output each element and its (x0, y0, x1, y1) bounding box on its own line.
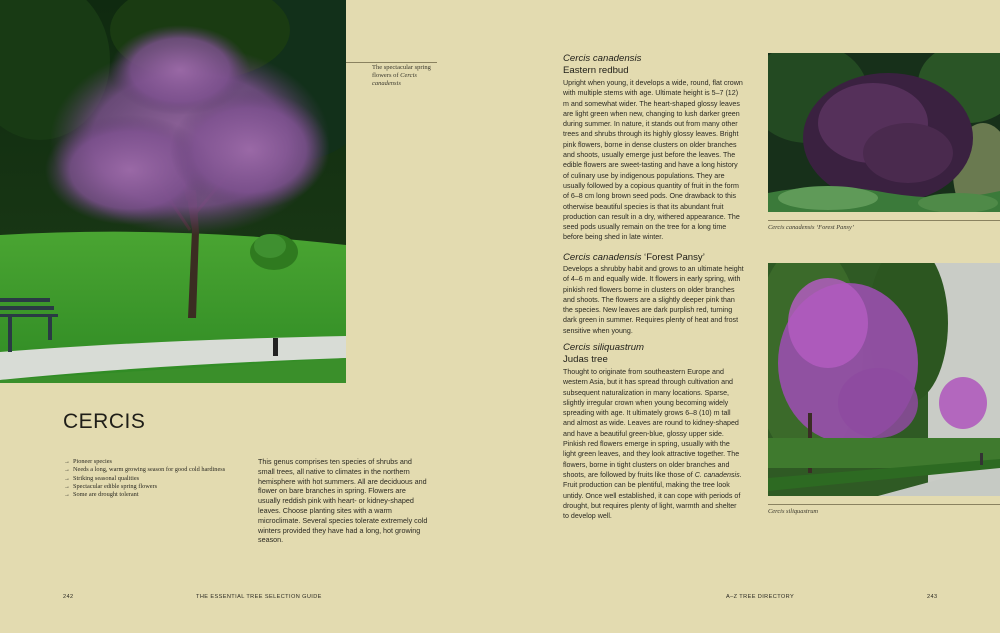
caption-rule (768, 220, 1000, 221)
genus-title: CERCIS (63, 410, 146, 433)
species-common-name: Eastern redbud (563, 65, 629, 76)
caption-species: Cercis canadensis (372, 72, 417, 87)
caption-rule (768, 504, 1000, 505)
species-latin-name: Cercis canadensis (563, 252, 642, 263)
photo-caption (372, 64, 446, 88)
feature-text: Needs a long, warm growing season for good cold hardiness (73, 466, 226, 474)
photo-redbud-park (0, 0, 346, 383)
photo-judas-tree (768, 263, 1000, 496)
photo-forest-pansy (768, 53, 1000, 212)
species-name (563, 252, 744, 264)
feature-item (64, 491, 225, 499)
feature-item (64, 466, 225, 474)
feature-list (64, 458, 225, 499)
species-description: Develops a shrubby habit and grows to an ultimate height of 4–6 m and equally wide. It flowers in early spring, with pinkish red flowers borne in clusters on older branches and shoots. The flowers are a slightly deeper pink than the species. New leaves are dark purplish red, turning dark green in summer. Requires plenty of heat and frost sensitive when young. (563, 265, 744, 335)
photo-caption-judas (768, 508, 818, 515)
description-text: Thought to originate from southeastern Europe and western Asia, but it has spread through cultivation and subsequent naturalization in many locations. Sparse, slightly irregular crown when young becoming widely spreading with age. It ultimately grows 6–8 (10) m tall and almost as wide. Leaves are round to kidney-shaped and have a beautiful green-blue, glossy upper side. Pinkish red flowers emerge in spring, usually with the light green leaves, and they look attractive together. The flowers, borne in tight clusters on older branches and shoots, are followed by fruits like those of (563, 368, 740, 479)
description-italic: C. canadensis (694, 470, 740, 479)
species-entry-canadensis (563, 53, 744, 243)
arrow-right-icon: → (64, 459, 70, 465)
photo-caption-pansy (768, 224, 854, 231)
species-latin-name: Cercis canadensis (563, 53, 642, 64)
species-entry-siliquastrum (563, 342, 744, 521)
description-text: . Fruit production can be plentiful, making the tree look untidy. Once well established, it can cope with periods of drought, but requires plenty of light, warmth and shelter to develop well. (563, 470, 742, 521)
feature-text: Pioneer species (73, 458, 112, 465)
feature-text: Spectacular edible spring flowers (73, 482, 158, 490)
running-head-section: A–Z TREE DIRECTORY (726, 594, 795, 600)
feature-text: Striking seasonal qualities (73, 474, 140, 482)
caption-text: The spectacular spring flowers of (372, 64, 431, 79)
arrow-right-icon: → (64, 467, 70, 474)
feature-item (64, 483, 225, 491)
page-number-right: 243 (927, 594, 938, 600)
species-common-name: Judas tree (563, 354, 608, 365)
running-head-book-title: THE ESSENTIAL TREE SELECTION GUIDE (196, 594, 322, 600)
species-description: Upright when young, it develops a wide, round, flat crown with multiple stems with age. Ultimate height is 5–7 (12) m and somewhat wider. The heart-shaped glossy leaves are light green when new, changing to lush darker green during summer. In nature, it stands out from many other trees and shrubs through its highly glossy leaves. Bright pink flowers, borne in dense clusters on older branches and shoots, usually emerge just before the leaves. The edible flowers are sweet-tasting and have a long history of culinary use by indigenous populations. They are usually followed by a copious quantity of fruit in the form of 6–8 cm long brown seed pods. One drawback to this otherwise beautiful species is that its abundant fruit production can result in a dry, withered appearance. The seed pods usually remain on the tree for a long time before being shed in late winter. (563, 79, 743, 242)
genus-intro: This genus comprises ten species of shrubs and small trees, all native to climates in the northern hemisphere with hot summers. All are deciduous and flower on bare branches in spring. Flowers are usually reddish pink with heart- or kidney-shaped leaves. Choose planting sites with a warm microclimate. Several species tolerate extremely cold winters provided they have had a long, hot growing season. (258, 457, 428, 545)
caption-text: Cercis canadensis ‘Forest Pansy’ (768, 224, 854, 231)
page-number-left: 242 (63, 594, 74, 600)
feature-text: Some are drought tolerant (73, 491, 139, 499)
species-cultivar-name: ‘Forest Pansy’ (641, 252, 705, 263)
arrow-right-icon: → (64, 475, 70, 482)
arrow-right-icon: → (64, 492, 70, 499)
species-description (563, 367, 744, 521)
arrow-right-icon: → (64, 483, 70, 490)
caption-text: Cercis siliquastrum (768, 508, 819, 515)
feature-item (64, 475, 225, 483)
caption-rule (346, 62, 437, 63)
species-latin-name: Cercis siliquastrum (563, 342, 645, 353)
species-entry-forest-pansy (563, 252, 744, 336)
feature-item (64, 458, 225, 466)
